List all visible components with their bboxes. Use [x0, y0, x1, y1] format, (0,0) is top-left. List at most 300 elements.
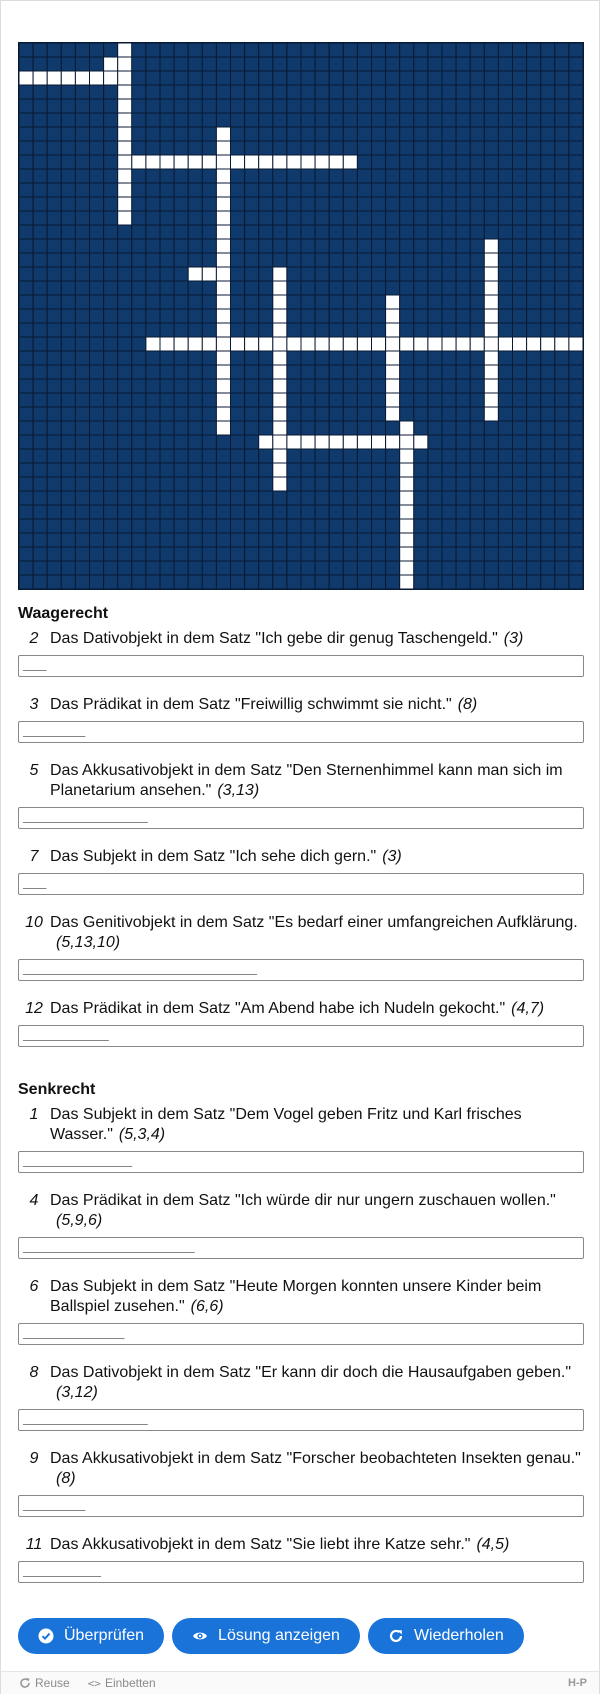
crossword-cell[interactable]	[216, 127, 230, 141]
crossword-cell[interactable]	[400, 449, 414, 463]
crossword-cell[interactable]	[118, 141, 132, 155]
crossword-cell[interactable]	[216, 197, 230, 211]
crossword-cell[interactable]	[132, 155, 146, 169]
crossword-block	[146, 365, 160, 379]
crossword-block	[259, 141, 273, 155]
crossword-cell[interactable]	[414, 435, 428, 449]
crossword-block	[61, 505, 75, 519]
crossword-cell[interactable]	[216, 309, 230, 323]
crossword-block	[442, 365, 456, 379]
crossword-cell[interactable]	[386, 351, 400, 365]
clue-text	[50, 1277, 584, 1317]
crossword-cell[interactable]	[245, 337, 259, 351]
crossword-block	[287, 519, 301, 533]
answer-input-across-7[interactable]: ___	[18, 873, 584, 895]
crossword-cell[interactable]	[273, 407, 287, 421]
crossword-block	[132, 99, 146, 113]
crossword-cell[interactable]	[386, 365, 400, 379]
crossword-block	[470, 239, 484, 253]
crossword-block	[90, 561, 104, 575]
crossword-cell[interactable]	[259, 435, 273, 449]
crossword-cell[interactable]	[118, 85, 132, 99]
crossword-cell[interactable]	[484, 239, 498, 253]
crossword-block	[386, 225, 400, 239]
crossword-cell[interactable]	[541, 337, 555, 351]
clue-down-8	[18, 1363, 584, 1403]
crossword-cell[interactable]	[273, 463, 287, 477]
crossword-cell[interactable]	[315, 337, 329, 351]
crossword-block	[456, 99, 470, 113]
answer-input-down-6[interactable]: _____________	[18, 1323, 584, 1345]
crossword-block	[259, 295, 273, 309]
crossword-block	[188, 197, 202, 211]
crossword-block	[202, 295, 216, 309]
crossword-cell[interactable]	[47, 71, 61, 85]
crossword-cell[interactable]	[118, 43, 132, 57]
crossword-block	[329, 127, 343, 141]
crossword-cell[interactable]	[442, 337, 456, 351]
crossword-cell[interactable]	[484, 393, 498, 407]
clue-question: Das Dativobjekt in dem Satz "Ich gebe dir genug Taschengeld."	[50, 630, 498, 647]
crossword-cell[interactable]	[301, 337, 315, 351]
crossword-cell[interactable]	[273, 365, 287, 379]
crossword-cell[interactable]	[386, 379, 400, 393]
answer-input-down-9[interactable]: ________	[18, 1495, 584, 1517]
crossword-cell[interactable]	[216, 393, 230, 407]
crossword-cell[interactable]	[400, 337, 414, 351]
crossword-cell[interactable]	[273, 449, 287, 463]
crossword-cell[interactable]	[231, 155, 245, 169]
crossword-block	[315, 253, 329, 267]
crossword-block	[414, 351, 428, 365]
crossword-block	[569, 71, 583, 85]
clue-question: Das Subjekt in dem Satz "Dem Vogel geben Fritz und Karl frisches Wasser."	[50, 1106, 522, 1143]
crossword-block	[484, 99, 498, 113]
crossword-cell[interactable]	[216, 379, 230, 393]
crossword-block	[527, 239, 541, 253]
crossword-block	[231, 85, 245, 99]
crossword-cell[interactable]	[273, 309, 287, 323]
crossword-cell[interactable]	[273, 267, 287, 281]
crossword-block	[357, 519, 371, 533]
retry-button[interactable]	[368, 1618, 524, 1654]
crossword-cell[interactable]	[498, 337, 512, 351]
crossword-block	[484, 561, 498, 575]
crossword-cell[interactable]	[484, 253, 498, 267]
crossword-block	[33, 477, 47, 491]
crossword-cell[interactable]	[90, 71, 104, 85]
reuse-link[interactable]	[19, 1676, 70, 1690]
show-solution-button[interactable]	[172, 1618, 360, 1654]
crossword-cell[interactable]	[75, 71, 89, 85]
crossword-cell[interactable]	[484, 309, 498, 323]
crossword-cell[interactable]	[273, 421, 287, 435]
crossword-block	[498, 575, 512, 589]
crossword-block	[541, 379, 555, 393]
crossword-cell[interactable]	[104, 71, 118, 85]
crossword-block	[484, 183, 498, 197]
crossword-cell[interactable]	[400, 575, 414, 589]
crossword-cell[interactable]	[216, 183, 230, 197]
crossword-cell[interactable]	[273, 351, 287, 365]
crossword-block	[47, 169, 61, 183]
crossword-cell[interactable]	[301, 435, 315, 449]
crossword-block	[442, 491, 456, 505]
crossword-block	[75, 309, 89, 323]
crossword-block	[428, 547, 442, 561]
crossword-cell[interactable]	[386, 435, 400, 449]
crossword-block	[245, 421, 259, 435]
crossword-cell[interactable]	[188, 155, 202, 169]
crossword-cell[interactable]	[216, 141, 230, 155]
crossword-block	[118, 239, 132, 253]
crossword-block	[301, 379, 315, 393]
crossword-cell[interactable]	[484, 365, 498, 379]
crossword-block	[188, 407, 202, 421]
crossword-block	[259, 477, 273, 491]
crossword-block	[541, 435, 555, 449]
crossword-cell[interactable]	[357, 337, 371, 351]
answer-input-across-5[interactable]: ________________	[18, 807, 584, 829]
crossword-cell[interactable]	[386, 337, 400, 351]
crossword-cell[interactable]	[118, 197, 132, 211]
crossword-cell[interactable]	[118, 183, 132, 197]
crossword-cell[interactable]	[273, 379, 287, 393]
crossword-block	[428, 575, 442, 589]
crossword-block	[484, 547, 498, 561]
crossword-block	[287, 71, 301, 85]
crossword-block	[231, 253, 245, 267]
crossword-block	[513, 225, 527, 239]
crossword-cell[interactable]	[33, 71, 47, 85]
crossword-block	[61, 155, 75, 169]
crossword-block	[527, 449, 541, 463]
crossword-block	[484, 197, 498, 211]
crossword-block	[442, 267, 456, 281]
crossword-cell[interactable]	[301, 155, 315, 169]
crossword-cell[interactable]	[484, 295, 498, 309]
crossword-cell[interactable]	[484, 323, 498, 337]
crossword-block	[188, 71, 202, 85]
crossword-cell[interactable]	[400, 491, 414, 505]
crossword-cell[interactable]	[216, 211, 230, 225]
crossword-cell[interactable]	[216, 351, 230, 365]
crossword-block	[527, 85, 541, 99]
crossword-cell[interactable]	[216, 295, 230, 309]
crossword-block	[301, 351, 315, 365]
answer-input-down-4[interactable]: ______________________	[18, 1237, 584, 1259]
crossword-cell[interactable]	[315, 155, 329, 169]
crossword-cell[interactable]	[245, 155, 259, 169]
crossword-block	[118, 407, 132, 421]
crossword-block	[414, 99, 428, 113]
crossword-cell[interactable]	[400, 505, 414, 519]
crossword-cell[interactable]	[216, 155, 230, 169]
crossword-block	[442, 309, 456, 323]
crossword-cell[interactable]	[484, 351, 498, 365]
check-button[interactable]	[18, 1618, 164, 1654]
crossword-cell[interactable]	[202, 337, 216, 351]
crossword-cell[interactable]	[104, 57, 118, 71]
crossword-block	[442, 183, 456, 197]
crossword-block	[245, 505, 259, 519]
crossword-block	[47, 407, 61, 421]
crossword-cell[interactable]	[216, 323, 230, 337]
crossword-cell[interactable]	[216, 267, 230, 281]
crossword-cell[interactable]	[343, 155, 357, 169]
crossword-cell[interactable]	[287, 155, 301, 169]
crossword-cell[interactable]	[188, 267, 202, 281]
crossword-cell[interactable]	[555, 337, 569, 351]
embed-link[interactable]	[88, 1676, 156, 1690]
crossword-grid[interactable]	[18, 42, 584, 590]
crossword-block	[498, 127, 512, 141]
crossword-cell[interactable]	[160, 155, 174, 169]
crossword-block	[19, 435, 33, 449]
crossword-cell[interactable]	[386, 295, 400, 309]
crossword-cell[interactable]	[343, 435, 357, 449]
crossword-cell[interactable]	[118, 57, 132, 71]
crossword-cell[interactable]	[216, 421, 230, 435]
crossword-cell[interactable]	[174, 155, 188, 169]
crossword-block	[174, 407, 188, 421]
crossword-cell[interactable]	[343, 337, 357, 351]
crossword-block	[19, 253, 33, 267]
crossword-block	[386, 113, 400, 127]
crossword-cell[interactable]	[273, 435, 287, 449]
crossword-cell[interactable]	[174, 337, 188, 351]
crossword-cell[interactable]	[231, 337, 245, 351]
crossword-cell[interactable]	[259, 155, 273, 169]
crossword-block	[19, 309, 33, 323]
crossword-block	[104, 505, 118, 519]
clue-length: (3)	[503, 630, 524, 647]
crossword-block	[484, 519, 498, 533]
crossword-block	[456, 169, 470, 183]
answer-input-down-8[interactable]: ________________	[18, 1409, 584, 1431]
crossword-block	[287, 379, 301, 393]
clue-text	[50, 1105, 584, 1145]
crossword-block	[202, 183, 216, 197]
crossword-block	[357, 365, 371, 379]
crossword-block	[527, 141, 541, 155]
crossword-cell[interactable]	[456, 337, 470, 351]
crossword-block	[33, 337, 47, 351]
crossword-block	[174, 533, 188, 547]
crossword-cell[interactable]	[19, 71, 33, 85]
crossword-block	[174, 309, 188, 323]
clue-across-10	[18, 913, 584, 953]
crossword-cell[interactable]	[484, 407, 498, 421]
crossword-cell[interactable]	[329, 435, 343, 449]
crossword-cell[interactable]	[414, 337, 428, 351]
crossword-cell[interactable]	[400, 477, 414, 491]
crossword-cell[interactable]	[484, 379, 498, 393]
crossword-block	[104, 113, 118, 127]
crossword-cell[interactable]	[400, 561, 414, 575]
crossword-block	[188, 379, 202, 393]
crossword-grid-canvas[interactable]	[19, 43, 583, 589]
crossword-block	[541, 477, 555, 491]
crossword-cell[interactable]	[216, 365, 230, 379]
answer-input-across-12[interactable]: ___________	[18, 1025, 584, 1047]
crossword-block	[555, 351, 569, 365]
crossword-cell[interactable]	[400, 421, 414, 435]
crossword-cell[interactable]	[400, 435, 414, 449]
crossword-cell[interactable]	[484, 267, 498, 281]
crossword-cell[interactable]	[287, 337, 301, 351]
crossword-block	[90, 421, 104, 435]
crossword-block	[61, 575, 75, 589]
crossword-cell[interactable]	[484, 337, 498, 351]
crossword-cell[interactable]	[273, 295, 287, 309]
crossword-block	[287, 253, 301, 267]
crossword-block	[231, 477, 245, 491]
crossword-cell[interactable]	[118, 127, 132, 141]
crossword-cell[interactable]	[216, 225, 230, 239]
crossword-cell[interactable]	[202, 267, 216, 281]
crossword-cell[interactable]	[216, 407, 230, 421]
crossword-block	[174, 99, 188, 113]
crossword-block	[118, 491, 132, 505]
crossword-block	[541, 99, 555, 113]
crossword-block	[33, 547, 47, 561]
crossword-cell[interactable]	[315, 435, 329, 449]
crossword-block	[372, 169, 386, 183]
crossword-cell[interactable]	[118, 113, 132, 127]
crossword-block	[555, 309, 569, 323]
crossword-cell[interactable]	[273, 281, 287, 295]
crossword-cell[interactable]	[202, 155, 216, 169]
crossword-cell[interactable]	[329, 155, 343, 169]
crossword-block	[569, 85, 583, 99]
crossword-cell[interactable]	[216, 169, 230, 183]
crossword-block	[19, 323, 33, 337]
crossword-block	[259, 113, 273, 127]
crossword-block	[146, 43, 160, 57]
crossword-block	[160, 71, 174, 85]
crossword-block	[202, 281, 216, 295]
crossword-cell[interactable]	[216, 253, 230, 267]
crossword-cell[interactable]	[428, 337, 442, 351]
crossword-cell[interactable]	[61, 71, 75, 85]
crossword-block	[569, 169, 583, 183]
crossword-block	[456, 463, 470, 477]
crossword-block	[442, 57, 456, 71]
crossword-cell[interactable]	[513, 337, 527, 351]
crossword-block	[428, 267, 442, 281]
crossword-cell[interactable]	[118, 71, 132, 85]
crossword-block	[555, 295, 569, 309]
crossword-cell[interactable]	[400, 463, 414, 477]
clue-question: Das Prädikat in dem Satz "Ich würde dir nur ungern zuschauen wollen."	[50, 1192, 556, 1209]
crossword-cell[interactable]	[357, 435, 371, 449]
answer-input-across-3[interactable]: ________	[18, 721, 584, 743]
crossword-cell[interactable]	[386, 407, 400, 421]
crossword-block	[442, 449, 456, 463]
crossword-cell[interactable]	[400, 519, 414, 533]
crossword-cell[interactable]	[273, 323, 287, 337]
crossword-block	[259, 43, 273, 57]
clue-down-4	[18, 1191, 584, 1231]
crossword-block	[329, 113, 343, 127]
crossword-block	[202, 449, 216, 463]
crossword-cell[interactable]	[372, 337, 386, 351]
crossword-block	[428, 211, 442, 225]
crossword-block	[47, 281, 61, 295]
crossword-block	[513, 561, 527, 575]
crossword-cell[interactable]	[470, 337, 484, 351]
crossword-block	[160, 169, 174, 183]
crossword-cell[interactable]	[484, 281, 498, 295]
crossword-cell[interactable]	[386, 393, 400, 407]
crossword-cell[interactable]	[273, 477, 287, 491]
crossword-cell[interactable]	[188, 337, 202, 351]
crossword-cell[interactable]	[259, 337, 273, 351]
crossword-cell[interactable]	[146, 155, 160, 169]
crossword-cell[interactable]	[386, 309, 400, 323]
crossword-cell[interactable]	[386, 323, 400, 337]
crossword-block	[513, 281, 527, 295]
crossword-block	[498, 253, 512, 267]
crossword-cell[interactable]	[372, 435, 386, 449]
crossword-cell[interactable]	[118, 99, 132, 113]
crossword-cell[interactable]	[118, 155, 132, 169]
crossword-block	[400, 295, 414, 309]
crossword-cell[interactable]	[569, 337, 583, 351]
crossword-block	[343, 99, 357, 113]
crossword-cell[interactable]	[400, 547, 414, 561]
crossword-block	[329, 379, 343, 393]
crossword-block	[372, 211, 386, 225]
crossword-block	[273, 57, 287, 71]
crossword-block	[527, 155, 541, 169]
crossword-block	[428, 99, 442, 113]
crossword-block	[61, 239, 75, 253]
crossword-cell[interactable]	[118, 211, 132, 225]
answer-input-across-2[interactable]: ___	[18, 655, 584, 677]
crossword-block	[414, 57, 428, 71]
crossword-cell[interactable]	[216, 337, 230, 351]
crossword-block	[527, 253, 541, 267]
crossword-block	[442, 295, 456, 309]
crossword-block	[90, 295, 104, 309]
crossword-block	[47, 211, 61, 225]
crossword-cell[interactable]	[160, 337, 174, 351]
answer-input-down-1[interactable]: ______________	[18, 1151, 584, 1173]
crossword-block	[414, 547, 428, 561]
crossword-block	[160, 99, 174, 113]
answer-input-across-10[interactable]: ______________________________	[18, 959, 584, 981]
answer-input-down-11[interactable]: __________	[18, 1561, 584, 1583]
crossword-cell[interactable]	[216, 281, 230, 295]
crossword-block	[428, 561, 442, 575]
crossword-block	[484, 43, 498, 57]
crossword-cell[interactable]	[273, 155, 287, 169]
crossword-cell[interactable]	[527, 337, 541, 351]
crossword-cell[interactable]	[146, 337, 160, 351]
crossword-cell[interactable]	[216, 239, 230, 253]
crossword-block	[146, 575, 160, 589]
crossword-cell[interactable]	[400, 533, 414, 547]
crossword-cell[interactable]	[273, 337, 287, 351]
crossword-block	[357, 71, 371, 85]
crossword-cell[interactable]	[273, 393, 287, 407]
crossword-cell[interactable]	[118, 169, 132, 183]
crossword-block	[414, 505, 428, 519]
crossword-cell[interactable]	[329, 337, 343, 351]
crossword-cell[interactable]	[287, 435, 301, 449]
